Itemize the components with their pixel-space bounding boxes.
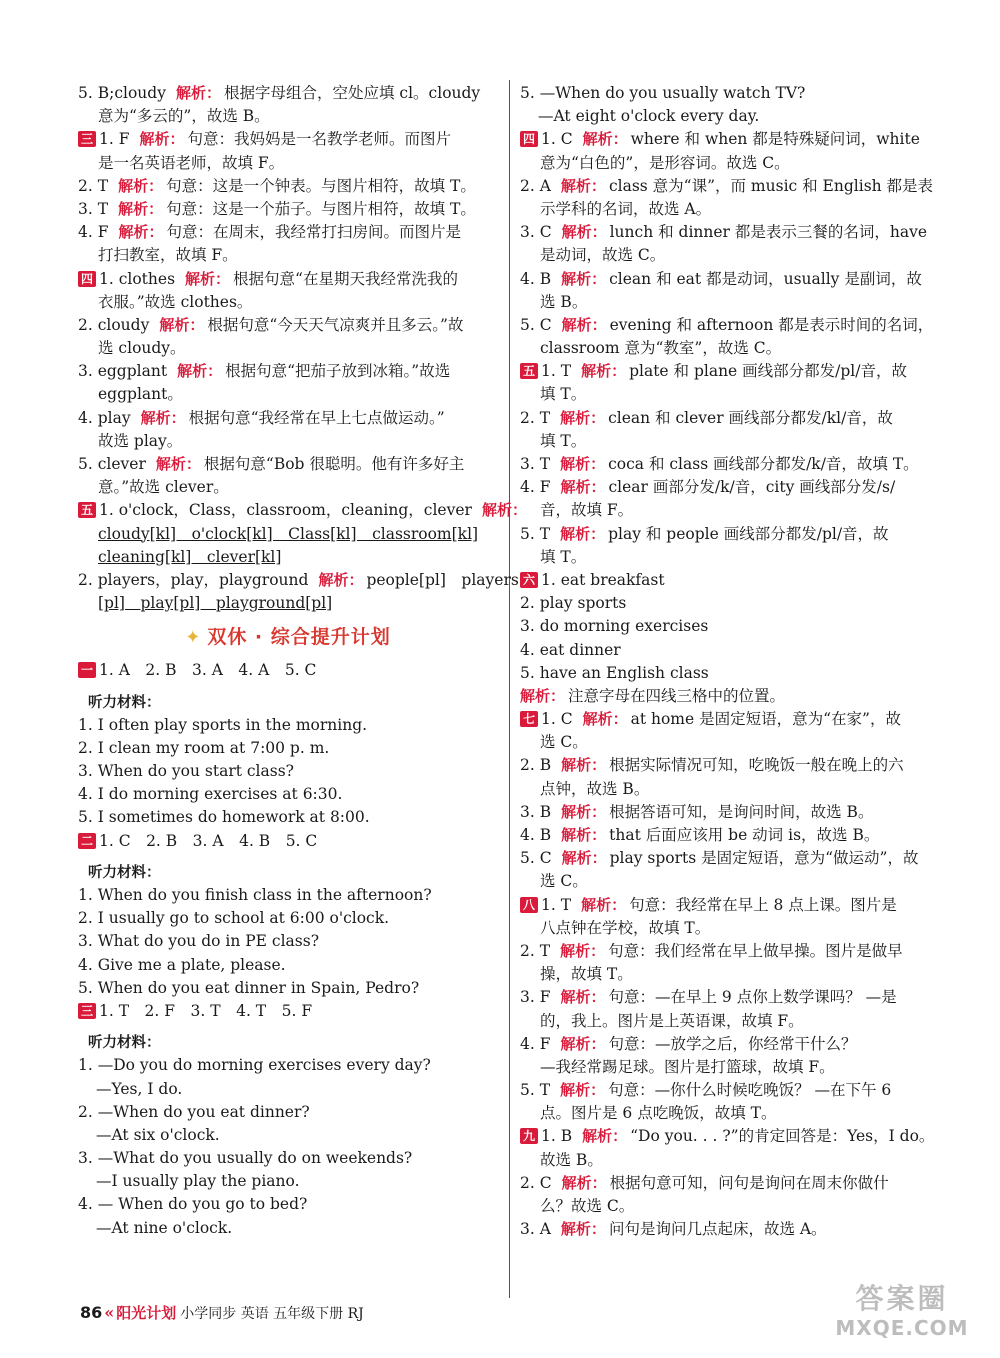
analysis-text: 衣服。”故选 clothes。 bbox=[98, 292, 253, 311]
analysis-text: coca 和 class 画线部分都发/k/音，故填 T。 bbox=[608, 455, 919, 473]
answer-line bbox=[520, 754, 940, 777]
section-number-badge: 七 bbox=[520, 711, 538, 727]
analysis-text: 填 T。 bbox=[540, 385, 587, 404]
analysis-text: 句意：在周末，我经常打扫房间。而图片是 bbox=[166, 223, 462, 242]
answer-text: 5. I sometimes do homework at 8:00. bbox=[78, 808, 370, 827]
answer-line bbox=[78, 360, 498, 383]
answer-line bbox=[520, 1218, 940, 1241]
analysis-text: where 和 when 都是特殊疑问词，white bbox=[630, 130, 920, 149]
answer-line bbox=[520, 1149, 940, 1172]
answer-line bbox=[78, 175, 498, 198]
answer-line bbox=[520, 268, 940, 291]
analysis-label: 解析： bbox=[560, 408, 606, 427]
analysis-text: 根据句意“我经常在早上七点做运动。” bbox=[188, 408, 445, 427]
answer-line bbox=[520, 1079, 940, 1102]
answer-line bbox=[78, 337, 498, 360]
section-number-badge: 三 bbox=[78, 131, 96, 147]
answer-line bbox=[520, 175, 940, 198]
listening-heading: 听力材料： bbox=[88, 694, 161, 711]
analysis-label: 解析： bbox=[155, 455, 201, 473]
answer-line bbox=[520, 430, 940, 453]
analysis-label: 解析： bbox=[581, 895, 627, 914]
analysis-text: 根据实际情况可知，吃晚饭一般在晚上的六 bbox=[609, 756, 904, 775]
star-icon: ✦ bbox=[185, 627, 202, 649]
answer-text: —At six o'clock. bbox=[96, 1125, 220, 1144]
analysis-text: that 后面应该用 be 动词 is，故选 B。 bbox=[609, 826, 880, 844]
answer-line bbox=[78, 861, 498, 884]
answer-line bbox=[78, 430, 498, 453]
section-number-badge: 三 bbox=[78, 1003, 96, 1019]
analysis-text: 句意：这是一个钟表。与图片相符，故填 T。 bbox=[166, 176, 476, 195]
analysis-text: 根据句意可知，问句是询问在周末你做什 bbox=[609, 1173, 889, 1192]
analysis-text: 点。图片是 6 点吃晚饭，故填 T。 bbox=[540, 1104, 777, 1123]
section-number-badge: 五 bbox=[520, 363, 538, 379]
analysis-label: 解析： bbox=[560, 1220, 606, 1239]
phonics-text: cleaning[kl] clever[kl] bbox=[98, 547, 282, 566]
analysis-label: 解析： bbox=[560, 176, 606, 195]
answer-text: 3. B bbox=[520, 802, 552, 821]
answer-line bbox=[78, 1124, 498, 1147]
answer-line bbox=[520, 615, 940, 638]
answer-text: 2. I clean my room at 7:00 p. m. bbox=[78, 738, 330, 757]
answer-line bbox=[520, 82, 940, 105]
answer-line bbox=[520, 778, 940, 801]
watermark bbox=[812, 1282, 992, 1340]
answer-line bbox=[78, 659, 498, 682]
analysis-label: 解析： bbox=[159, 315, 205, 334]
answer-line bbox=[520, 917, 940, 940]
answer-text: 3. eggplant bbox=[78, 362, 168, 381]
answer-text: 1. B bbox=[541, 1127, 573, 1146]
answer-line bbox=[520, 940, 940, 963]
answer-text: 4. B bbox=[520, 826, 552, 844]
analysis-text: 填 T。 bbox=[540, 547, 587, 566]
answer-line bbox=[78, 453, 498, 476]
analysis-label: 解析： bbox=[560, 1081, 606, 1100]
column-divider bbox=[509, 80, 510, 1298]
answer-line bbox=[78, 1054, 498, 1077]
answer-line bbox=[520, 221, 940, 244]
answer-text: 4. F bbox=[78, 223, 109, 242]
analysis-label: 解析： bbox=[561, 826, 607, 844]
right-answers bbox=[520, 82, 940, 1241]
analysis-text: 是一名英语老师，故填 F。 bbox=[98, 153, 285, 172]
answer-text: 5. clever bbox=[78, 455, 146, 473]
answer-line bbox=[78, 105, 498, 128]
analysis-label: 解析： bbox=[481, 501, 527, 520]
analysis-label: 解析： bbox=[561, 269, 607, 288]
answer-text: 2. T bbox=[78, 176, 109, 195]
section-number-badge: 二 bbox=[78, 833, 96, 849]
answer-text: 3. —What do you usually do on weekends? bbox=[78, 1149, 413, 1168]
analysis-label: 解析： bbox=[118, 176, 164, 195]
analysis-label: 解析： bbox=[140, 408, 186, 427]
analysis-label: 解析： bbox=[185, 269, 231, 288]
answer-line bbox=[78, 1217, 498, 1240]
answer-line bbox=[78, 830, 498, 853]
analysis-text: 意。”故选 clever。 bbox=[98, 478, 229, 497]
answer-line bbox=[520, 1195, 940, 1218]
answer-line bbox=[78, 221, 498, 244]
answer-line bbox=[520, 1102, 940, 1125]
answer-line bbox=[520, 1172, 940, 1195]
answer-line bbox=[78, 569, 519, 592]
answer-line bbox=[520, 870, 940, 893]
analysis-label: 解析： bbox=[177, 362, 223, 381]
answer-text: 4. F bbox=[520, 1034, 551, 1053]
analysis-label: 解析： bbox=[561, 223, 607, 242]
analysis-label: 解析： bbox=[581, 362, 627, 381]
answer-line bbox=[78, 806, 498, 829]
right-column bbox=[520, 82, 940, 1241]
analysis-text: 意为“多云的”，故选 B。 bbox=[98, 107, 270, 126]
analysis-label: 解析： bbox=[561, 849, 607, 868]
answer-line bbox=[520, 407, 940, 430]
analysis-label: 解析： bbox=[582, 1127, 628, 1146]
answer-line bbox=[78, 291, 498, 314]
analysis-text: 故选 play。 bbox=[98, 431, 183, 450]
analysis-text: 根据句意“今天天气凉爽并且多云。”故 bbox=[207, 315, 464, 334]
analysis-text: 么？故选 C。 bbox=[540, 1197, 635, 1215]
answer-line bbox=[520, 383, 940, 406]
section-title: ✦ 双休 · 综合提升计划 bbox=[185, 626, 391, 649]
double-arrow-icon: « bbox=[104, 1303, 115, 1322]
answer-line bbox=[520, 499, 940, 522]
analysis-text: 句意：我们经常在早上做早操。图片是做早 bbox=[608, 941, 903, 960]
book-info: 小学同步 英语 五年级下册 RJ bbox=[180, 1306, 364, 1322]
answer-line bbox=[520, 592, 940, 615]
answer-line bbox=[520, 824, 940, 847]
answer-line bbox=[78, 1031, 498, 1054]
answer-line bbox=[78, 499, 527, 522]
analysis-text: 八点钟在学校，故填 T。 bbox=[540, 918, 711, 937]
answer-text: 2. T bbox=[520, 941, 551, 960]
analysis-text: 点钟，故选 B。 bbox=[540, 779, 650, 798]
analysis-text: classroom 意为“教室”，故选 C。 bbox=[540, 339, 782, 358]
analysis-text: clean 和 eat 都是动词，usually 是副词，故 bbox=[609, 269, 922, 288]
answer-text: —At eight o'clock every day. bbox=[538, 107, 760, 126]
answer-text: 2. cloudy bbox=[78, 315, 150, 334]
analysis-text: 问句是询问几点起床，故选 A。 bbox=[608, 1220, 827, 1239]
watermark-title: 答案圈 bbox=[855, 1282, 949, 1315]
answer-text: 3. F bbox=[520, 988, 551, 1007]
answer-text: 4. Give me a plate, please. bbox=[78, 955, 286, 974]
analysis-text: 填 T。 bbox=[540, 431, 587, 450]
analysis-text: 句意：这是一个茄子。与图片相符，故填 T。 bbox=[166, 199, 476, 218]
answer-line bbox=[78, 977, 498, 1000]
analysis-text: 句意：我经常在早上 8 点上课。图片是 bbox=[629, 895, 897, 914]
answer-text: 2. C bbox=[520, 1173, 552, 1192]
left-answers-part1 bbox=[78, 82, 527, 615]
analysis-label: 解析： bbox=[560, 1034, 606, 1053]
analysis-text: 选 C。 bbox=[540, 872, 588, 891]
answer-line bbox=[520, 847, 940, 870]
answer-text: 1. C 2. B 3. A 4. B 5. C bbox=[99, 831, 318, 850]
answer-line bbox=[78, 592, 498, 615]
answer-text: 1. T bbox=[541, 895, 572, 914]
answer-text: 5. have an English class bbox=[520, 663, 709, 682]
answer-text: —I usually play the piano. bbox=[96, 1172, 300, 1191]
analysis-text: 的，我上。图片是上英语课，故填 F。 bbox=[540, 1011, 804, 1030]
answer-text: 1. C bbox=[541, 710, 573, 729]
analysis-text: 根据句意“把茄子放到冰箱。”故选 bbox=[225, 362, 451, 381]
answer-line bbox=[78, 244, 498, 267]
answer-line bbox=[520, 1010, 940, 1033]
section-number-badge: 四 bbox=[78, 271, 96, 287]
analysis-text: 句意：—放学之后，你经常干什么？ bbox=[608, 1034, 857, 1053]
analysis-text: 故选 B。 bbox=[540, 1150, 603, 1169]
analysis-text: 示学科的名词，故选 A。 bbox=[540, 199, 712, 218]
spacer bbox=[78, 853, 498, 861]
answer-text: —Yes, I do. bbox=[96, 1079, 183, 1098]
answer-line bbox=[520, 476, 940, 499]
answer-line bbox=[520, 128, 940, 151]
answer-text: 2. T bbox=[520, 408, 551, 427]
analysis-text: 意为“白色的”，是形容词。故选 C。 bbox=[540, 153, 790, 172]
analysis-text: 音，故填 F。 bbox=[540, 501, 634, 520]
answer-text: 4. play bbox=[78, 408, 131, 427]
answer-line bbox=[78, 1101, 498, 1124]
analysis-text: 句意：—在早上 9 点你上数学课吗？ —是 bbox=[608, 988, 897, 1007]
answer-line bbox=[78, 1078, 498, 1101]
analysis-text: 句意：我妈妈是一名教学老师。而图片 bbox=[187, 130, 452, 149]
answer-line bbox=[78, 523, 498, 546]
answer-text: 1. T 2. F 3. T 4. T 5. F bbox=[99, 1001, 313, 1020]
answer-line bbox=[78, 783, 498, 806]
analysis-text: —我经常踢足球。图片是打篮球，故填 F。 bbox=[540, 1057, 835, 1076]
phonics-text: [pl] play[pl] playground[pl] bbox=[98, 594, 333, 613]
page-number: 86 bbox=[80, 1303, 103, 1322]
analysis-text: 根据字母组合，空处应填 cl。cloudy bbox=[223, 84, 481, 102]
answer-text: —At nine o'clock. bbox=[96, 1218, 233, 1237]
analysis-text: 选 C。 bbox=[540, 733, 588, 752]
answer-text: 3. What do you do in PE class? bbox=[78, 932, 320, 951]
answer-line bbox=[520, 708, 940, 731]
answer-line bbox=[78, 268, 498, 291]
answer-line bbox=[78, 1147, 498, 1170]
answer-line bbox=[78, 198, 498, 221]
left-column bbox=[78, 82, 527, 1240]
answer-line bbox=[520, 523, 940, 546]
analysis-text: evening 和 afternoon 都是表示时间的名词， bbox=[609, 315, 934, 334]
answer-line bbox=[520, 894, 940, 917]
listening-heading: 听力材料： bbox=[88, 1035, 161, 1052]
answer-line bbox=[520, 1033, 940, 1056]
answer-line bbox=[520, 244, 940, 267]
analysis-label: 解析： bbox=[560, 988, 606, 1007]
answer-text: 4. I do morning exercises at 6:30. bbox=[78, 785, 343, 804]
answer-line bbox=[520, 198, 940, 221]
analysis-text: 操，故填 T。 bbox=[540, 965, 633, 984]
analysis-text: eggplant。 bbox=[98, 385, 183, 404]
left-answers-part2 bbox=[78, 659, 498, 1240]
answer-text: 1. clothes bbox=[99, 269, 176, 288]
answer-line bbox=[78, 884, 498, 907]
answer-text: 4. — When do you go to bed? bbox=[78, 1195, 308, 1214]
analysis-label: 解析： bbox=[582, 130, 628, 149]
answer-line bbox=[520, 337, 940, 360]
answer-text: 5. T bbox=[520, 524, 551, 543]
answer-line bbox=[520, 1056, 940, 1079]
page-footer bbox=[80, 1300, 364, 1326]
spacer bbox=[78, 683, 498, 691]
analysis-label: 解析： bbox=[560, 455, 606, 473]
answer-text: 2. I usually go to school at 6:00 o'clock. bbox=[78, 909, 390, 928]
spacer bbox=[78, 1023, 498, 1031]
section-number-badge: 九 bbox=[520, 1128, 538, 1144]
answer-line bbox=[520, 360, 940, 383]
answer-line bbox=[78, 128, 498, 151]
answer-text: 5. C bbox=[520, 315, 552, 334]
answer-text: 1. F bbox=[99, 130, 130, 149]
answer-line bbox=[78, 714, 498, 737]
answer-line bbox=[78, 930, 498, 953]
analysis-text: 根据句意“在星期天我经常洗我的 bbox=[233, 269, 458, 288]
section-number-badge: 五 bbox=[78, 502, 96, 518]
section-number-badge: 四 bbox=[520, 131, 538, 147]
listening-heading: 听力材料： bbox=[88, 864, 161, 881]
answer-text: 3. A bbox=[520, 1220, 551, 1239]
answer-line bbox=[520, 314, 940, 337]
analysis-label: 解析： bbox=[520, 686, 566, 705]
answer-line bbox=[520, 105, 940, 128]
analysis-label: 解析： bbox=[582, 710, 628, 729]
answer-text: 2. play sports bbox=[520, 594, 627, 613]
analysis-label: 解析： bbox=[139, 130, 185, 149]
analysis-text: at home 是固定短语，意为“在家”，故 bbox=[630, 710, 901, 729]
answer-line bbox=[78, 314, 498, 337]
analysis-text: “Do you. . . ?”的肯定回答是：Yes，I do。 bbox=[630, 1127, 935, 1146]
analysis-text: class 意为“课”，而 music 和 English 都是表 bbox=[608, 176, 934, 195]
answer-line bbox=[520, 453, 940, 476]
answer-line bbox=[78, 737, 498, 760]
answer-text: 1. —Do you do morning exercises every day? bbox=[78, 1056, 431, 1075]
answer-text: 2. B bbox=[520, 756, 552, 775]
section-number-badge: 八 bbox=[520, 897, 538, 913]
analysis-text: play 和 people 画线部分都发/pl/音，故 bbox=[608, 524, 889, 543]
phonics-text: cloudy[kl] o'clock[kl] Class[kl] classroom[kl] bbox=[98, 524, 479, 543]
brand-name: 阳光计划 bbox=[116, 1304, 177, 1322]
analysis-label: 解析： bbox=[318, 570, 364, 589]
answer-line bbox=[520, 801, 940, 824]
analysis-text: 打扫教室，故填 F。 bbox=[98, 246, 238, 265]
analysis-text: 选 cloudy。 bbox=[98, 339, 186, 358]
analysis-label: 解析： bbox=[561, 1173, 607, 1192]
answer-text: 2. players，play，playground bbox=[78, 570, 309, 589]
analysis-label: 解析： bbox=[561, 315, 607, 334]
answer-line bbox=[78, 907, 498, 930]
analysis-label: 解析： bbox=[560, 941, 606, 960]
analysis-text: clean 和 clever 画线部分都发/kl/音，故 bbox=[608, 408, 893, 427]
answer-line bbox=[78, 476, 498, 499]
answer-text: 3. do morning exercises bbox=[520, 617, 709, 636]
answer-text: 5. C bbox=[520, 849, 552, 868]
answer-line bbox=[520, 639, 940, 662]
analysis-text: 是动词，故选 C。 bbox=[540, 246, 666, 265]
answer-text: 2. —When do you eat dinner? bbox=[78, 1102, 310, 1121]
answer-line bbox=[520, 986, 940, 1009]
analysis-label: 解析： bbox=[560, 478, 606, 497]
analysis-text: 注意字母在四线三格中的位置。 bbox=[568, 686, 786, 705]
answer-line bbox=[78, 546, 498, 569]
answer-text: 4. eat dinner bbox=[520, 640, 621, 659]
analysis-label: 解析： bbox=[561, 802, 607, 821]
answer-line bbox=[520, 152, 940, 175]
answer-line bbox=[78, 1000, 498, 1023]
answer-text: 1. eat breakfast bbox=[541, 570, 665, 589]
answer-text: 5. T bbox=[520, 1081, 551, 1100]
analysis-text: 根据句意“Bob 很聪明。他有许多好主 bbox=[203, 455, 465, 473]
answer-line bbox=[78, 407, 498, 430]
answer-line bbox=[520, 1125, 940, 1148]
answer-line bbox=[78, 1170, 498, 1193]
answer-text: 2. A bbox=[520, 176, 551, 195]
analysis-text: 根据答语可知，是询问时间，故选 B。 bbox=[609, 802, 874, 821]
analysis-label: 解析： bbox=[175, 84, 221, 102]
analysis-text: 句意：—你什么时候吃晚饭？ —在下午 6 bbox=[608, 1081, 892, 1100]
answer-line bbox=[520, 662, 940, 685]
analysis-text: lunch 和 dinner 都是表示三餐的名词，have bbox=[609, 223, 928, 242]
answer-text: 5. When do you eat dinner in Spain, Pedro? bbox=[78, 978, 420, 997]
answer-text: 3. T bbox=[78, 199, 109, 218]
answer-line bbox=[520, 569, 940, 592]
answer-line bbox=[78, 383, 498, 406]
analysis-text: clear 画部分发/k/音，city 画线部分发/s/ bbox=[608, 478, 896, 497]
answer-line bbox=[520, 731, 940, 754]
answer-line bbox=[78, 954, 498, 977]
answer-text: 1. I often play sports in the morning. bbox=[78, 715, 368, 734]
answer-text: 3. T bbox=[520, 455, 551, 473]
answer-text: 4. B bbox=[520, 269, 552, 288]
answer-text: 4. F bbox=[520, 478, 551, 497]
answer-text: 3. C bbox=[520, 223, 552, 242]
answer-line bbox=[78, 1193, 498, 1216]
answer-line bbox=[520, 291, 940, 314]
answer-line bbox=[520, 685, 940, 708]
answer-text: 1. When do you finish class in the afternoon? bbox=[78, 886, 432, 904]
answer-line bbox=[78, 152, 498, 175]
answer-line bbox=[78, 691, 498, 714]
answer-line bbox=[520, 963, 940, 986]
analysis-label: 解析： bbox=[118, 223, 164, 242]
answer-text: 1. A 2. B 3. A 4. A 5. C bbox=[99, 661, 317, 680]
answer-line bbox=[78, 82, 498, 105]
answer-text: 5. B;cloudy bbox=[78, 84, 166, 102]
analysis-text: plate 和 plane 画线部分都发/pl/音，故 bbox=[629, 362, 907, 381]
analysis-text: people[pl] players bbox=[366, 570, 519, 589]
watermark-url: MXQE.COM bbox=[835, 1316, 969, 1340]
answer-text: 1. C bbox=[541, 130, 573, 149]
analysis-label: 解析： bbox=[561, 756, 607, 775]
answer-text: 1. o'clock，Class，classroom，cleaning，clever bbox=[99, 501, 472, 520]
analysis-label: 解析： bbox=[118, 199, 164, 218]
answer-text: 3. When do you start class? bbox=[78, 762, 294, 781]
section-number-badge: 一 bbox=[78, 662, 96, 678]
analysis-text: 选 B。 bbox=[540, 292, 588, 311]
answer-line bbox=[520, 546, 940, 569]
answer-text: 5. —When do you usually watch TV? bbox=[520, 84, 806, 102]
analysis-text: play sports 是固定短语，意为“做运动”，故 bbox=[609, 849, 919, 868]
answer-line bbox=[78, 760, 498, 783]
answer-text: 1. T bbox=[541, 362, 572, 381]
analysis-label: 解析： bbox=[560, 524, 606, 543]
section-number-badge: 六 bbox=[520, 572, 538, 588]
